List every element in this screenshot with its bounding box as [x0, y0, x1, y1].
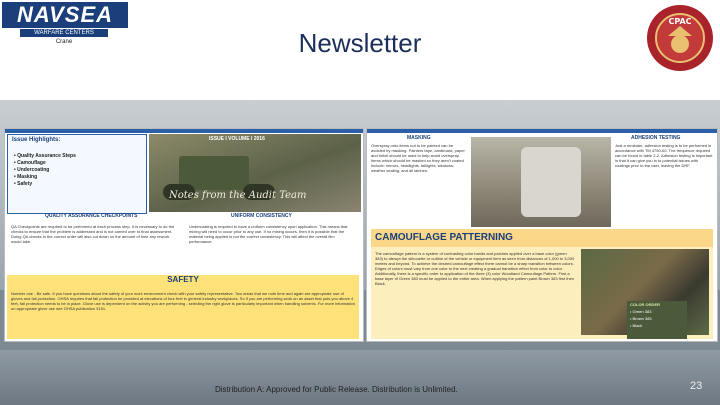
distribution-statement: Distribution A: Approved for Public Release. Distribution is Unlimited.: [215, 385, 458, 394]
safety-section: [7, 275, 359, 339]
page-1-top-bar: [5, 129, 363, 133]
masked-seat-shape: [521, 147, 581, 217]
newsletter-page-1: [4, 128, 364, 342]
newsletter-page-2: [366, 128, 718, 342]
camouflage-text: The camouflage pattern is a system of contrasting color bands and patches applied over a base color (green 383) to disrupt the silhouette or outline of the vehicle or equipment item as seen from distances of 1,000 to 3,000 meters and beyond. To achieve the desired camouflage effect there cannot be a sharp transition between colors. Edges of colors must vary from one color to the next creating a gradual transition effect from color to color. Additionally, there is a specific order to application of the three (3) color Woodland Camouflage Pattern. First a base layer of Green 383 must be applied to the entire area. When applying the pattern paint Brown 383 first then Black.: [375, 251, 575, 286]
issue-highlights-box: [7, 134, 147, 214]
adhesion-text: Just a reminder, adhesion testing is to be performed in accordance with TM 4750-00. The frequence required can be found in table 2-2. Adhesion testing is important in that it can give you in to potential issues with coatings prior to the user, leaving the DRF.: [615, 143, 713, 168]
highlights-list: [14, 153, 76, 188]
navsea-wordmark: NAVSEA: [2, 2, 128, 28]
qa-text: QA Checkpoints are required to be performed at each process step. It is necessary to do the checks to ensure that the problem is addressed and is not carried over to final assessment. Doing QA checks in the correct order will also cut down on the amount of time any rework would take.: [11, 224, 175, 244]
navsea-logo: [2, 2, 128, 46]
qa-heading: QUALITY ASSURANCE CHECKPOINTS: [45, 213, 138, 219]
audit-team-photo: [149, 134, 361, 212]
cpac-seal-text: CPAC: [668, 17, 692, 26]
highlight-item: • Camouflage: [14, 160, 46, 166]
safety-text: Number one - Be safe. If you have questions about the safety of your work environment check with your safety representative. Two areas that we note time and again are appropriate use of gloves and fall protection. OHSA requires that fall protection be provided at elevations of four feet in general industry workplaces. So if you are performing work on an asset that puts you above 4 feet, fall protection needs to be in place. Glove use is dependent on the activity you are performing - selecting the right glove is particularly important when handling solvents. For more information on appropriate glove use see OHSA publication 3151.: [11, 291, 355, 311]
slide-title: Newsletter: [298, 28, 422, 58]
cpac-seal-icon: [646, 4, 714, 72]
issue-volume: ISSUE I VOLUME I 2016: [209, 136, 265, 142]
page-2-top-bar: [367, 129, 717, 133]
masking-photo: [471, 137, 611, 227]
color-order-item: • Black: [630, 323, 643, 328]
crane-label: Crane: [55, 39, 73, 45]
color-order-title: COLOR ORDER: [630, 302, 660, 307]
ground-backdrop: [0, 350, 720, 405]
adhesion-heading: ADHESION TESTING: [631, 135, 681, 141]
masking-heading: MASKING: [407, 135, 431, 141]
color-order-item: • Green 383: [630, 309, 652, 314]
slide-header: [0, 0, 720, 100]
uniform-heading: UNIFORM CONSISTENCY: [231, 213, 292, 219]
highlight-item: • Masking: [14, 174, 38, 180]
highlight-item: • Undercoating: [14, 167, 50, 173]
highlight-item: • Safety: [14, 181, 33, 187]
uniform-text: Undercoating is required to have a uniform consistency upon application. This means that mixing will need to occur prior to any use. If no mixing occurs, then it is possible that the material being applied is not the correct consistency. This will affect the overall film performance.: [189, 224, 348, 244]
masking-text: Overspray onto items not to be painted can be avoided by masking. Painters tape, cardboard, paper and tinfoil should be used to help avoid overspray. Items which should be masked so they aren't coated include: mirrors, headlights, taillights, windows, weather sealing, and all latches.: [371, 143, 465, 173]
notes-banner: Notes from the Audit Team: [169, 190, 307, 201]
highlight-item: • Quality Assurance Steps: [14, 153, 76, 159]
camouflage-heading: CAMOUFLAGE PATTERNING: [371, 229, 713, 247]
color-order-box: [627, 301, 687, 339]
highlights-title: Issue Highlights:: [12, 137, 61, 143]
warfare-centers-label: WARFARE CENTERS: [20, 29, 108, 37]
page-number: 23: [690, 380, 703, 392]
color-order-item: • Brown 383: [630, 316, 652, 321]
safety-heading: SAFETY: [167, 275, 199, 284]
